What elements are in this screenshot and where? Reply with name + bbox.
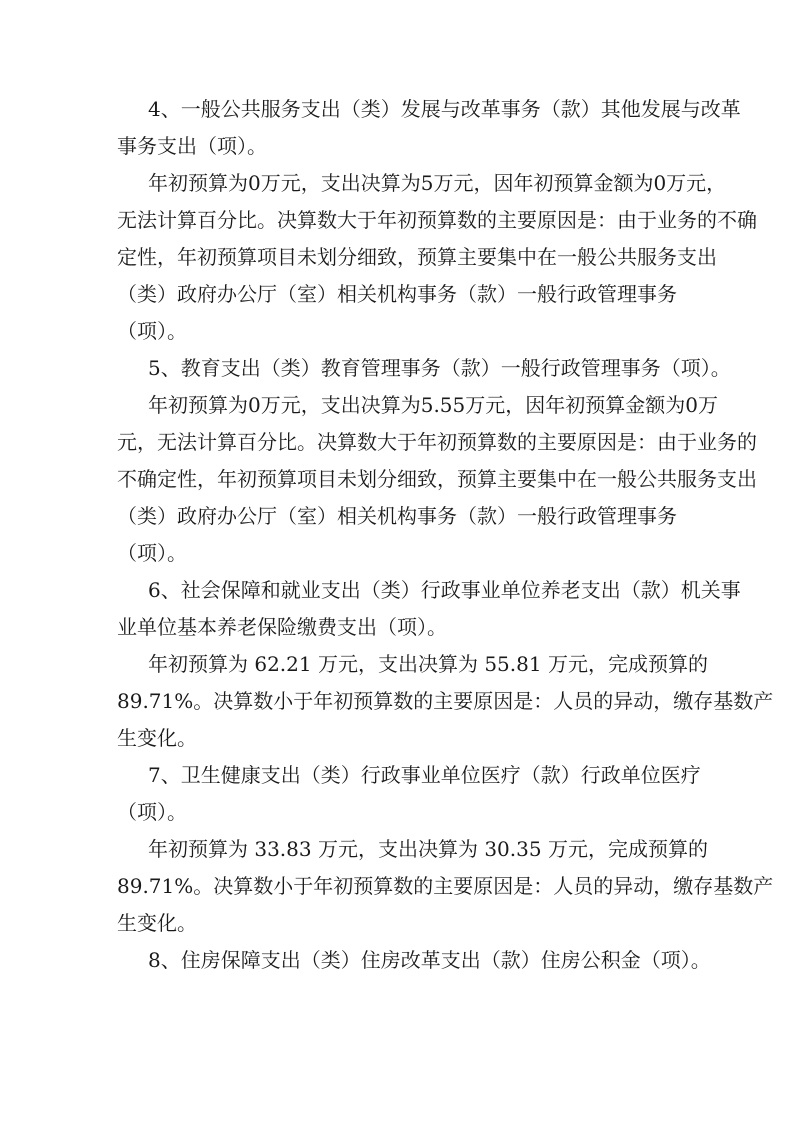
text-line: 生变化。	[117, 726, 197, 750]
paragraph	[117, 91, 741, 165]
text-line: （项）。	[117, 319, 187, 343]
paragraph	[117, 165, 757, 350]
text-line: 生变化。	[117, 911, 197, 935]
text-line: 事务支出（项）。	[117, 134, 267, 158]
text-line: 不确定性，年初预算项目未划分细致，预算主要集中在一般公共服务支出	[117, 467, 757, 491]
text-line: 6、社会保障和就业支出（类）行政事业单位养老支出（款）机关事	[148, 578, 741, 602]
paragraph	[117, 757, 701, 831]
paragraph	[117, 350, 731, 387]
text-line: 89.71%。决算数小于年初预算数的主要原因是：人员的异动，缴存基数产	[117, 874, 774, 898]
text-line: 7、卫生健康支出（类）行政事业单位医疗（款）行政单位医疗	[148, 763, 701, 787]
paragraph	[117, 831, 774, 942]
text-line: 元，无法计算百分比。决算数大于年初预算数的主要原因是：由于业务的	[117, 430, 757, 454]
text-line: （类）政府办公厅（室）相关机构事务（款）一般行政管理事务	[117, 504, 677, 528]
text-line: 年初预算为0万元，支出决算为5.55万元，因年初预算金额为0万	[148, 393, 718, 417]
text-line: （类）政府办公厅（室）相关机构事务（款）一般行政管理事务	[117, 282, 677, 306]
text-line: 89.71%。决算数小于年初预算数的主要原因是：人员的异动，缴存基数产	[117, 689, 774, 713]
text-line: （项）。	[117, 541, 187, 565]
text-line: 年初预算为0万元，支出决算为5万元，因年初预算金额为0万元，	[148, 171, 727, 195]
paragraph	[117, 572, 741, 646]
text-line: 8、住房保障支出（类）住房改革支出（款）住房公积金（项）。	[148, 948, 711, 972]
text-line: 年初预算为 33.83 万元，支出决算为 30.35 万元，完成预算的	[148, 837, 708, 861]
text-line: 业单位基本养老保险缴费支出（项）。	[117, 615, 447, 639]
paragraph	[117, 387, 757, 572]
paragraph	[117, 646, 774, 757]
text-line: 无法计算百分比。决算数大于年初预算数的主要原因是：由于业务的不确	[117, 208, 757, 232]
paragraph	[117, 942, 711, 979]
text-line: 4、一般公共服务支出（类）发展与改革事务（款）其他发展与改革	[148, 97, 741, 121]
document-page	[117, 91, 774, 979]
text-line: 年初预算为 62.21 万元，支出决算为 55.81 万元，完成预算的	[148, 652, 708, 676]
text-line: 定性，年初预算项目未划分细致，预算主要集中在一般公共服务支出	[117, 245, 717, 269]
text-line: （项）。	[117, 800, 187, 824]
text-line: 5、教育支出（类）教育管理事务（款）一般行政管理事务（项）。	[148, 356, 731, 380]
